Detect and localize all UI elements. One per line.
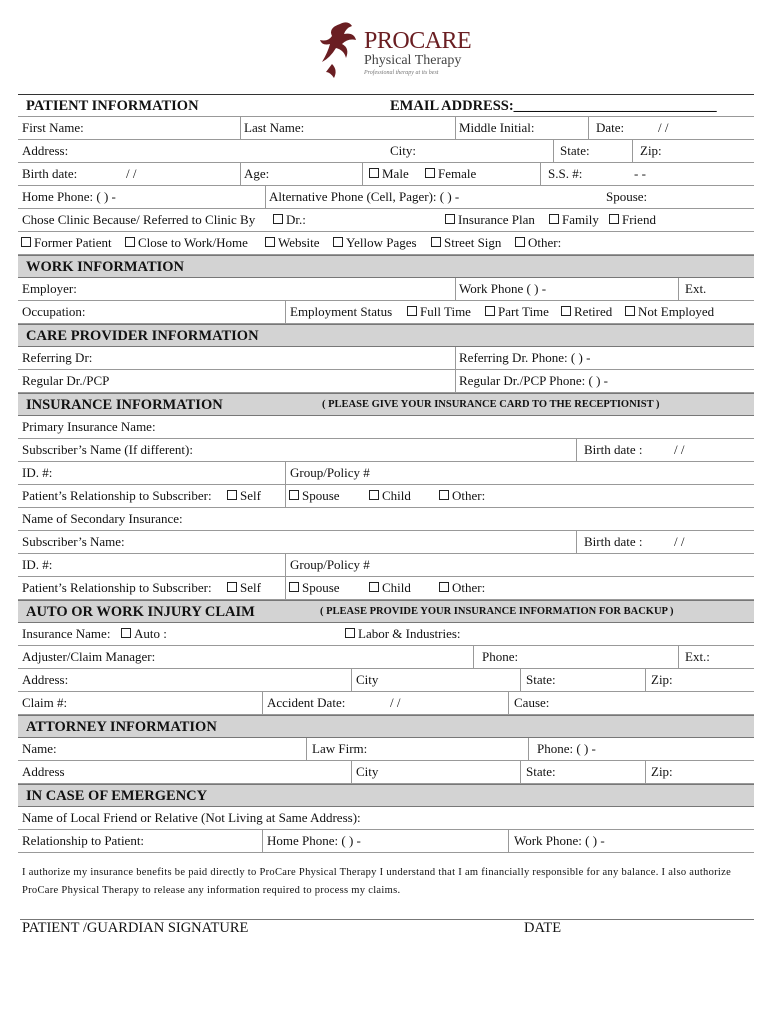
attorney-address-field[interactable]: Address bbox=[22, 764, 65, 779]
email-address-field[interactable]: EMAIL ADDRESS:____________________________ bbox=[390, 98, 717, 114]
adjuster-row bbox=[18, 646, 754, 669]
signature-date-label[interactable]: DATE bbox=[524, 920, 562, 936]
emergency-relationship-row bbox=[18, 830, 754, 853]
close-to-work-checkbox[interactable]: Close to Work/Home bbox=[124, 232, 248, 254]
spouse-checkbox[interactable]: Spouse bbox=[288, 485, 340, 507]
date-field[interactable]: Date: bbox=[596, 120, 625, 135]
checkbox-icon bbox=[445, 214, 455, 224]
claim-zip-field[interactable]: Zip: bbox=[651, 672, 673, 687]
logo-subtitle: Physical Therapy bbox=[364, 53, 462, 68]
adjuster-ext-field[interactable]: Ext.: bbox=[685, 649, 710, 664]
logo-name: PROCARE bbox=[364, 28, 472, 54]
claim-address-field[interactable]: Address: bbox=[22, 672, 69, 687]
checkbox-icon bbox=[265, 237, 275, 247]
work-info-title: WORK INFORMATION bbox=[26, 259, 185, 275]
auto-claim-title: AUTO OR WORK INJURY CLAIM bbox=[26, 604, 255, 620]
attorney-header bbox=[18, 715, 754, 738]
care-provider-header bbox=[18, 324, 754, 347]
chose-clinic-row bbox=[18, 209, 754, 232]
address-row bbox=[18, 140, 754, 163]
referring-dr-phone-field[interactable]: Referring Dr. Phone: ( ) - bbox=[459, 350, 591, 365]
ss-number-field[interactable]: S.S. #: bbox=[548, 166, 583, 181]
claim-insurance-row bbox=[18, 623, 754, 646]
checkbox-icon bbox=[625, 306, 635, 316]
alternative-phone-field[interactable]: Alternative Phone (Cell, Pager): ( ) - bbox=[269, 189, 460, 204]
emergency-work-phone-field[interactable]: Work Phone: ( ) - bbox=[514, 833, 605, 848]
insurance-note: ( PLEASE GIVE YOUR INSURANCE CARD TO THE RECEPTIONIST ) bbox=[322, 399, 660, 410]
local-friend-field[interactable]: Name of Local Friend or Relative (Not Living at Same Address): bbox=[22, 810, 361, 825]
first-name-field[interactable]: First Name: bbox=[22, 120, 84, 135]
checkbox-icon bbox=[21, 237, 31, 247]
insurance-plan-checkbox[interactable]: Insurance Plan bbox=[444, 209, 535, 231]
accident-date-field[interactable]: Accident Date: bbox=[267, 695, 346, 710]
subscriber-birth-slashes: / / bbox=[674, 442, 685, 457]
relationship-row bbox=[18, 485, 754, 508]
subscriber-name-field-2[interactable]: Subscriber’s Name: bbox=[22, 534, 125, 549]
state-field[interactable]: State: bbox=[560, 143, 590, 158]
subscriber-row bbox=[18, 439, 754, 462]
checkbox-icon bbox=[515, 237, 525, 247]
other-relationship-checkbox[interactable]: Other: bbox=[438, 485, 485, 507]
attorney-name-field[interactable]: Name: bbox=[22, 741, 57, 756]
employer-field[interactable]: Employer: bbox=[22, 281, 77, 296]
group-policy-field-2[interactable]: Group/Policy # bbox=[290, 557, 370, 572]
claim-address-row bbox=[18, 669, 754, 692]
id-row bbox=[18, 462, 754, 485]
checkbox-icon bbox=[609, 214, 619, 224]
attorney-phone-field[interactable]: Phone: ( ) - bbox=[537, 741, 596, 756]
occupation-row bbox=[18, 301, 754, 324]
date-slashes: / / bbox=[658, 120, 669, 135]
checkbox-icon bbox=[485, 306, 495, 316]
retired-checkbox[interactable]: Retired bbox=[560, 301, 612, 323]
patient-info-title: PATIENT INFORMATION bbox=[26, 98, 199, 114]
birth-date-field[interactable]: Birth date: bbox=[22, 166, 78, 181]
checkbox-icon bbox=[549, 214, 559, 224]
labor-industries-checkbox[interactable]: Labor & Industries: bbox=[344, 623, 461, 645]
primary-insurance-row bbox=[18, 416, 754, 439]
regular-dr-row bbox=[18, 370, 754, 393]
checkbox-icon bbox=[431, 237, 441, 247]
street-sign-checkbox[interactable]: Street Sign bbox=[430, 232, 501, 254]
child-checkbox[interactable]: Child bbox=[368, 485, 411, 507]
other-relationship-checkbox-2[interactable]: Other: bbox=[438, 577, 485, 599]
referring-dr-field[interactable]: Referring Dr: bbox=[22, 350, 93, 365]
regular-dr-field[interactable]: Regular Dr./PCP bbox=[22, 373, 110, 388]
checkbox-icon bbox=[425, 168, 435, 178]
chose-clinic-label: Chose Clinic Because/ Referred to Clinic By bbox=[22, 212, 256, 227]
insurance-title: INSURANCE INFORMATION bbox=[26, 397, 223, 413]
male-checkbox[interactable]: Male bbox=[368, 163, 409, 185]
local-friend-row bbox=[18, 807, 754, 830]
name-row bbox=[18, 117, 754, 140]
relationship-row-2 bbox=[18, 577, 754, 600]
checkbox-icon bbox=[439, 490, 449, 500]
city-field[interactable]: City: bbox=[390, 143, 417, 158]
adjuster-phone-field[interactable]: Phone: bbox=[482, 649, 519, 664]
procare-logo bbox=[318, 20, 478, 80]
self-checkbox[interactable]: Self bbox=[226, 485, 261, 507]
claim-state-field[interactable]: State: bbox=[526, 672, 556, 687]
not-employed-checkbox[interactable]: Not Employed bbox=[624, 301, 714, 323]
checkbox-icon bbox=[333, 237, 343, 247]
attorney-address-row bbox=[18, 761, 754, 784]
zip-field[interactable]: Zip: bbox=[640, 143, 662, 158]
emergency-relationship-field[interactable]: Relationship to Patient: bbox=[22, 833, 145, 848]
other-referral-checkbox[interactable]: Other: bbox=[514, 232, 561, 254]
checkbox-icon bbox=[227, 582, 237, 592]
accident-date-slashes: / / bbox=[390, 695, 401, 710]
relationship-label: Patient’s Relationship to Subscriber: bbox=[22, 488, 212, 503]
intake-form bbox=[18, 94, 754, 853]
care-provider-title: CARE PROVIDER INFORMATION bbox=[26, 328, 259, 344]
self-checkbox-2[interactable]: Self bbox=[226, 577, 261, 599]
id-number-field-2[interactable]: ID. #: bbox=[22, 557, 53, 572]
work-info-header bbox=[18, 255, 754, 278]
spouse-checkbox-2[interactable]: Spouse bbox=[288, 577, 340, 599]
primary-insurance-field[interactable]: Primary Insurance Name: bbox=[22, 419, 156, 434]
secondary-insurance-row bbox=[18, 508, 754, 531]
regular-dr-phone-field[interactable]: Regular Dr./PCP Phone: ( ) - bbox=[459, 373, 609, 388]
subscriber-birth-date-field-2[interactable]: Birth date : bbox=[584, 534, 643, 549]
claim-insurance-label: Insurance Name: bbox=[22, 626, 111, 641]
id-number-field[interactable]: ID. #: bbox=[22, 465, 53, 480]
law-firm-field[interactable]: Law Firm: bbox=[312, 741, 368, 756]
subscriber-name-field[interactable]: Subscriber’s Name (If different): bbox=[22, 442, 193, 457]
attorney-state-field[interactable]: State: bbox=[526, 764, 556, 779]
website-checkbox[interactable]: Website bbox=[264, 232, 320, 254]
checkbox-icon bbox=[439, 582, 449, 592]
birth-row bbox=[18, 163, 754, 186]
runner-logo-icon bbox=[318, 20, 362, 80]
referring-dr-row bbox=[18, 347, 754, 370]
spouse-field[interactable]: Spouse: bbox=[606, 189, 648, 204]
family-checkbox[interactable]: Family bbox=[548, 209, 599, 231]
emergency-home-phone-field[interactable]: Home Phone: ( ) - bbox=[267, 833, 361, 848]
checkbox-icon bbox=[125, 237, 135, 247]
id-row-2 bbox=[18, 554, 754, 577]
cause-field[interactable]: Cause: bbox=[514, 695, 550, 710]
checkbox-icon bbox=[561, 306, 571, 316]
relationship-label-2: Patient’s Relationship to Subscriber: bbox=[22, 580, 212, 595]
checkbox-icon bbox=[227, 490, 237, 500]
former-patient-checkbox[interactable]: Former Patient bbox=[20, 232, 112, 254]
employer-row bbox=[18, 278, 754, 301]
claim-number-field[interactable]: Claim #: bbox=[22, 695, 68, 710]
checkbox-icon bbox=[369, 490, 379, 500]
emergency-header bbox=[18, 784, 754, 807]
insurance-header bbox=[18, 393, 754, 416]
emergency-title: IN CASE OF EMERGENCY bbox=[26, 788, 208, 804]
age-field[interactable]: Age: bbox=[244, 166, 270, 181]
checkbox-icon bbox=[289, 582, 299, 592]
adjuster-field[interactable]: Adjuster/Claim Manager: bbox=[22, 649, 156, 664]
authorization-text: I authorize my insurance benefits be paid directly to ProCare Physical Therapy I understand that I am financially responsible for any balance. I also authorize ProCare Physical Therapy to release any information required to process my claims. bbox=[22, 867, 732, 896]
full-time-checkbox[interactable]: Full Time bbox=[406, 301, 471, 323]
female-checkbox[interactable]: Female bbox=[424, 163, 476, 185]
friend-checkbox[interactable]: Friend bbox=[608, 209, 656, 231]
claim-city-field[interactable]: City bbox=[356, 672, 379, 687]
attorney-city-field[interactable]: City bbox=[356, 764, 379, 779]
part-time-checkbox[interactable]: Part Time bbox=[484, 301, 549, 323]
attorney-zip-field[interactable]: Zip: bbox=[651, 764, 673, 779]
claim-number-row bbox=[18, 692, 754, 715]
address-field[interactable]: Address: bbox=[22, 143, 69, 158]
checkbox-icon bbox=[369, 582, 379, 592]
employment-status-label: Employment Status bbox=[290, 304, 393, 319]
attorney-title: ATTORNEY INFORMATION bbox=[26, 719, 217, 735]
ss-dashes: - - bbox=[634, 166, 646, 181]
subscriber-row-2 bbox=[18, 531, 754, 554]
phone-row bbox=[18, 186, 754, 209]
occupation-field[interactable]: Occupation: bbox=[22, 304, 86, 319]
group-policy-field[interactable]: Group/Policy # bbox=[290, 465, 370, 480]
referral-source-row bbox=[18, 232, 754, 255]
birth-date-slashes: / / bbox=[126, 166, 137, 181]
last-name-field[interactable]: Last Name: bbox=[244, 120, 305, 135]
checkbox-icon bbox=[289, 490, 299, 500]
auto-claim-header bbox=[18, 600, 754, 623]
child-checkbox-2[interactable]: Child bbox=[368, 577, 411, 599]
patient-info-header bbox=[18, 94, 754, 117]
work-phone-field[interactable]: Work Phone ( ) - bbox=[459, 281, 547, 296]
checkbox-icon bbox=[369, 168, 379, 178]
patient-signature-label[interactable]: PATIENT /GUARDIAN SIGNATURE bbox=[22, 920, 249, 936]
auto-claim-note: ( PLEASE PROVIDE YOUR INSURANCE INFORMATION FOR BACKUP ) bbox=[320, 606, 674, 617]
yellow-pages-checkbox[interactable]: Yellow Pages bbox=[332, 232, 417, 254]
attorney-name-row bbox=[18, 738, 754, 761]
subscriber-birth-slashes-2: / / bbox=[674, 534, 685, 549]
checkbox-icon bbox=[407, 306, 417, 316]
subscriber-birth-date-field[interactable]: Birth date : bbox=[584, 442, 643, 457]
checkbox-icon bbox=[273, 214, 283, 224]
referral-dr-checkbox[interactable]: Dr.: bbox=[272, 209, 306, 231]
checkbox-icon bbox=[121, 628, 131, 638]
checkbox-icon bbox=[345, 628, 355, 638]
logo-tagline: Professional therapy at its best bbox=[364, 70, 439, 76]
work-ext-field[interactable]: Ext. bbox=[685, 281, 707, 296]
auto-checkbox[interactable]: Auto : bbox=[120, 623, 167, 645]
middle-initial-field[interactable]: Middle Initial: bbox=[459, 120, 535, 135]
secondary-insurance-field[interactable]: Name of Secondary Insurance: bbox=[22, 511, 183, 526]
home-phone-field[interactable]: Home Phone: ( ) - bbox=[22, 189, 116, 204]
